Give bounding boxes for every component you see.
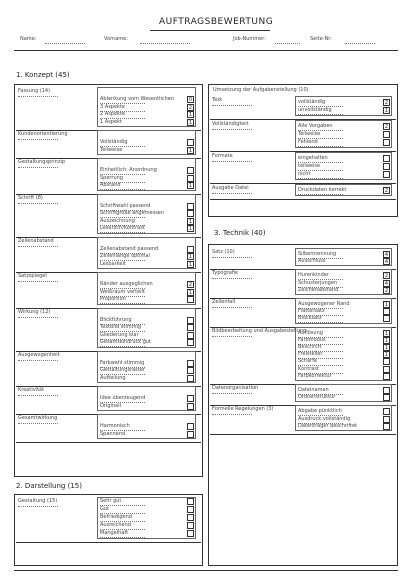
option-label: Abgabe pünktlich [298,408,342,415]
score-box[interactable]: 1 [384,108,389,114]
group-label-underline [18,167,58,168]
group-label: Wirkung (12) [18,308,51,315]
option-column [97,351,196,384]
group-label: Gesamtwirkung [18,415,58,421]
option-label: Kontrast [298,365,319,372]
group-label: Bildbearbeitung und Ausgabestellung [212,327,307,334]
group-label: Formelle Regelungen (3) [212,406,274,413]
group-label: Datenorganisation [212,385,259,391]
option-label: Ordnerstruktur [298,394,336,401]
option-column [295,405,392,431]
option-label: Auszeichnung [100,217,135,224]
group-label-underline [212,414,252,415]
group-label: Vollständigkeit [212,121,249,127]
seite-field[interactable] [345,43,375,44]
group-label-underline [212,129,252,130]
group-label-underline [18,246,58,247]
option-label: Aufteilung [100,374,126,381]
option-column [295,269,392,295]
group-label-underline [18,360,58,361]
option-column [295,384,392,402]
score-box[interactable]: 4 [384,252,389,258]
group-label-underline [212,278,252,279]
option-label: Mangelhaft [100,530,129,536]
score-box[interactable]: 2 [384,273,389,280]
group-divider [210,434,396,435]
option-label: Sperrung [100,174,123,181]
option-label: Schusterjungen [298,279,338,286]
option-label: Abstand [100,182,121,188]
score-box[interactable]: 1 [384,352,389,359]
vorname-label: Vorname: [104,36,128,42]
option-label: Dateinamen [298,387,329,393]
score-box[interactable]: 2 [384,188,389,194]
group-label: Gestaltung (15) [18,498,58,504]
group-label-underline [18,96,58,97]
option-label: Leserlich/Kontrast [100,225,145,231]
group-label: Satzspiegel [18,273,47,279]
group-label: Zeilenfall [212,299,236,305]
name-field[interactable] [45,43,85,44]
group-label: Typografie [212,270,238,277]
option-label: 1 Aspekt [100,118,122,125]
option-column [295,184,392,196]
option-label: Gut [100,506,110,512]
option-column [97,272,196,305]
job-field[interactable] [275,43,300,44]
option-label: Alle Vorgaben [298,123,333,129]
group-label-underline [18,281,58,282]
option-label: Befriedigend [100,514,132,520]
option-label: Flattersatz [298,308,325,315]
group-label-underline [212,105,252,106]
option-label: Proportion [100,296,126,302]
option-label: Teilweise [298,131,321,137]
group-label-underline [212,393,252,394]
footer-rule [14,570,398,571]
group-label-underline [212,307,252,308]
option-label: Sehr gut [100,498,122,504]
option-label: unvollständig [298,107,332,113]
option-label: eingehalten [298,155,328,161]
group-label: Formate [212,153,233,159]
group-label: Gestaltungsprinzip [18,159,66,165]
option-column [295,327,392,381]
score-box[interactable]: 1 [188,218,193,225]
option-label: Druckdaten korrekt [298,187,347,193]
option-label: 3 Aspekte [100,103,125,110]
group-label: Schrift (8) [18,194,43,201]
option-label: Zeilenabstand passend [100,245,159,252]
group-label: Kreativität [18,387,45,393]
group-divider [16,542,201,543]
option-label: Farbmodus [298,336,326,343]
name-label: Name: [20,36,37,42]
option-column [97,497,196,539]
option-label: Harmonisch [100,423,130,429]
score-box[interactable]: 4 [384,259,389,266]
option-label: Farbkorrektur [298,372,332,379]
option-column [97,158,196,191]
group-label-underline [212,257,252,258]
option-label: Ausgewogener Rand [298,301,350,307]
group-label-underline [18,203,58,204]
option-label: Fehlend [298,139,318,145]
option-label: Zeilenlänge optimal [100,253,150,259]
score-box[interactable]: 1 [384,330,389,337]
option-label: Hurenkinder [298,272,329,279]
option-label: Teilweise [100,146,123,153]
job-label: Job-Nummer: [233,36,266,42]
option-label: Freisteller [298,351,323,358]
score-box[interactable]: 2 [384,287,389,294]
option-column [97,87,196,127]
seite-label: Seite-Nr: [310,36,332,42]
option-label: Schärfe [298,358,318,365]
option-column [97,386,196,411]
group-label: Text [212,97,223,103]
option-column [295,96,392,116]
group-divider [16,442,201,443]
group-divider [210,199,396,200]
section3-title: 3. Technik (40) [214,229,266,237]
group-label-underline [212,161,252,162]
group-label: Ausgewogenheit [18,351,60,358]
option-column [97,237,196,270]
section1-title: 1. Konzept (45) [16,71,70,79]
option-label: Zeichenabstand [298,286,339,293]
score-box[interactable]: 1 [188,254,193,260]
option-column [295,298,392,324]
group-label: Zeilenabstand [18,237,54,244]
option-label: Datenträger beschriftet [298,422,357,429]
header-rule [14,50,398,51]
group-label-underline [212,193,252,194]
option-label: Ausreichend [100,522,131,528]
score-box[interactable]: 1 [188,289,193,296]
group-label: Fassung (14) [18,88,51,94]
section2-title: 2. Darstellung (15) [16,482,82,490]
option-label: Vollständig [100,139,128,145]
option-column [295,152,392,180]
score-box[interactable]: 1 [188,112,193,118]
score-box[interactable]: 1 [188,183,193,189]
option-label: Auflösung [298,329,323,336]
option-column [97,414,196,439]
option-label: Blocksatz [298,315,322,322]
score-box[interactable]: 1 [384,337,389,344]
option-label: vollständig [298,99,326,105]
option-label: Einheitlich: Anordnung [100,167,157,173]
score-box[interactable]: 1 [188,147,193,154]
score-box[interactable]: 0 [188,97,193,103]
option-label: Weißraum verteilt [100,288,145,295]
group-label-underline [18,423,58,424]
score-box[interactable]: 4 [384,280,389,287]
option-label: Ablenkung vom Wesentlichen [100,96,175,102]
option-label: Beschnitt [298,344,322,350]
option-label: Gliederung klar [100,331,139,338]
option-label: Ränder ausgeglichen [100,281,153,287]
option-label: Gestaltungsraster [100,367,145,373]
group-label-underline [18,317,58,318]
group-label-underline [18,395,58,396]
score-box[interactable]: 1 [188,226,193,232]
option-column [295,248,392,266]
vorname-field[interactable] [140,43,190,44]
score-box[interactable]: 1 [188,119,193,126]
score-box[interactable]: 2 [384,124,389,130]
option-label: Schriftgröße angemessen [100,210,165,216]
title-underline [150,30,270,31]
option-label: teilweise [298,163,321,169]
score-box[interactable]: 1 [384,345,389,351]
score-box[interactable]: 2 [188,104,193,111]
option-label: nicht [298,171,311,177]
option-label: Schriftwahl passend [100,202,151,209]
option-column [97,308,196,348]
option-label: Blickführung [100,316,132,323]
option-column [295,120,392,148]
right-top-title: Umsetzung der Aufgabenstellung (10) [213,87,309,93]
group-label: Ausgabe Datei [212,185,249,191]
group-label-underline [18,506,58,507]
group-label: Kundenorientierung [18,131,68,137]
group-label-underline [212,336,252,337]
option-column [97,194,196,234]
option-label: Idee überzeugend [100,395,146,401]
option-label: Lesbarkeit [100,260,126,267]
option-label: Ausschluss [298,258,326,265]
score-box[interactable]: 1 [384,302,389,308]
option-label: Ausdruck vollständig [298,415,351,422]
option-label: Gesamteindruck gut [100,339,152,345]
option-label: 2 Aspekte [100,111,125,117]
group-label-underline [18,139,58,140]
option-label: Originell [100,402,121,409]
group-label: Satz (10) [212,249,235,255]
option-label: Spannend [100,430,126,437]
option-label: Textbild stimmig [100,324,142,330]
option-label: Silbentrennung [298,251,337,257]
page-title: AUFTRAGSBEWERTUNG [159,17,274,27]
option-label: Farbwahl stimmig [100,359,145,366]
score-box[interactable]: 2 [384,100,389,106]
option-column [97,130,196,155]
score-box[interactable]: 1 [188,261,193,268]
score-box[interactable]: 2 [188,282,193,288]
